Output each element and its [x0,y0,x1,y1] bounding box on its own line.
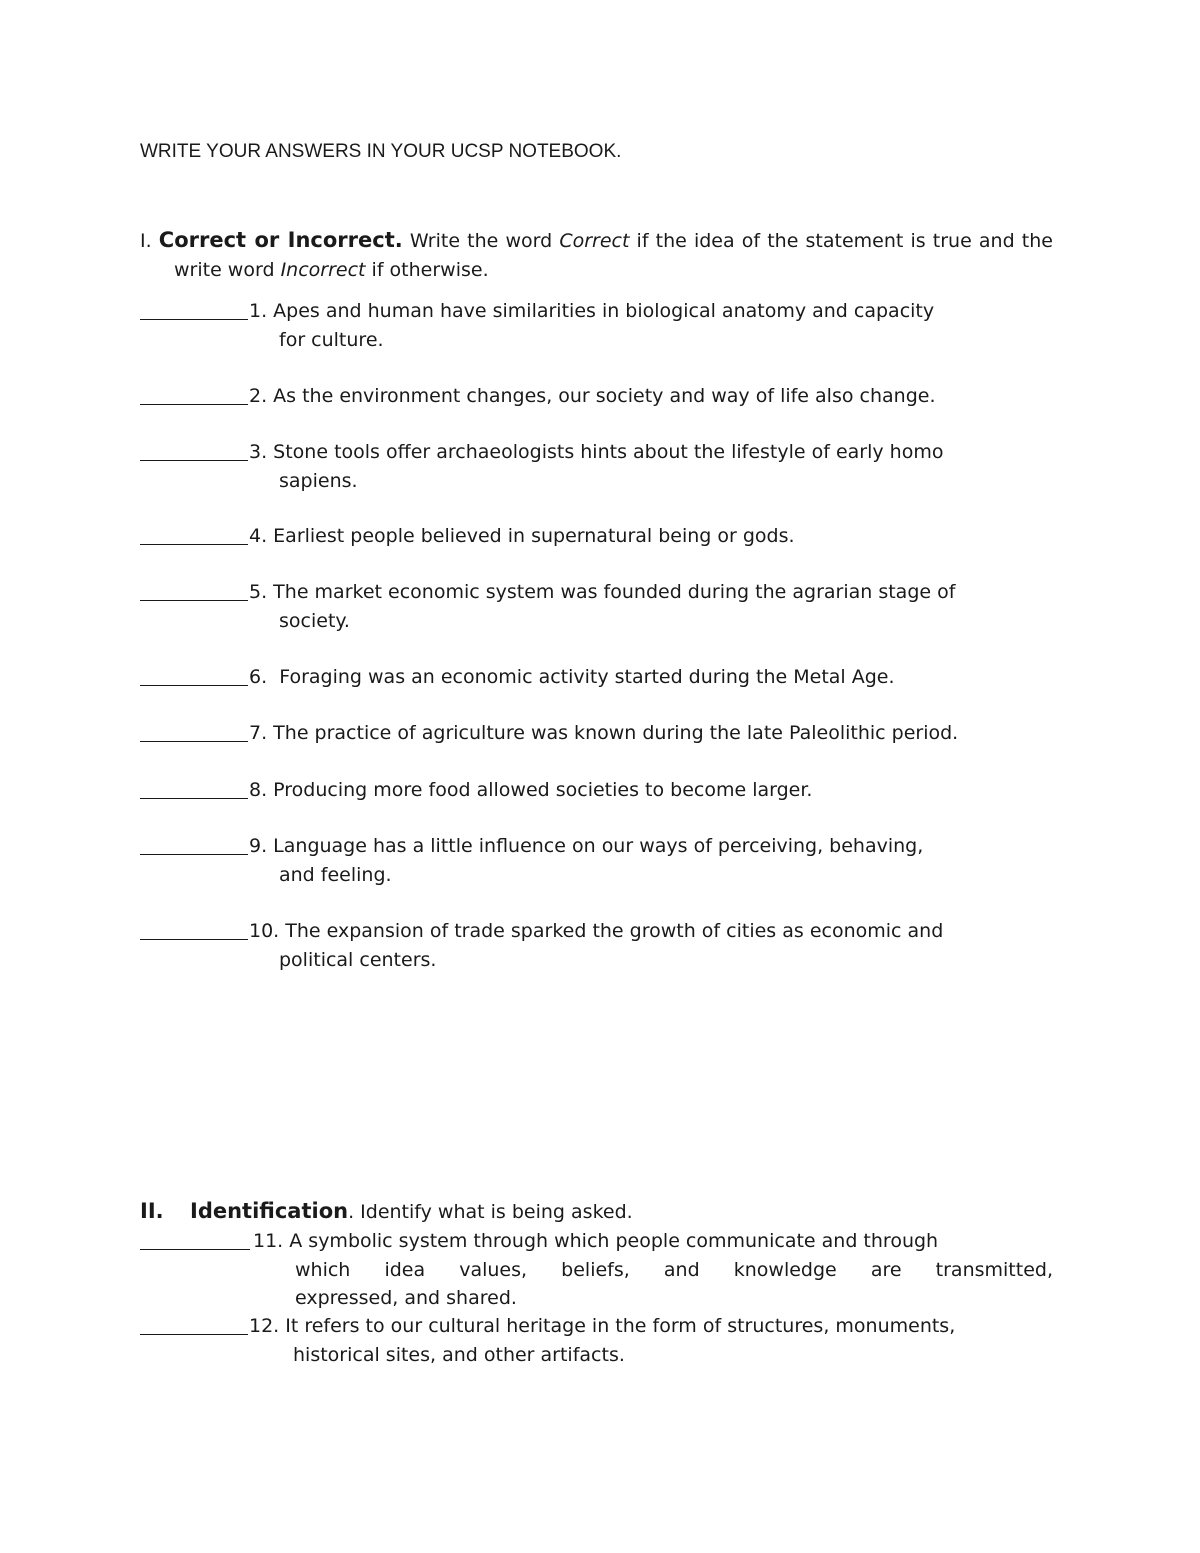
section-1-title: Correct or Incorrect [158,228,395,252]
question-2: 2. As the environment changes, our society and way of life also change. [140,382,1053,411]
question-11: 11. A symbolic system through which people communicate and through which idea values, beliefs, and knowledge are transmitted, expressed, and shared. [140,1227,1053,1313]
question-1: 1. Apes and human have similarities in biological anatomy and capacity for culture. [140,297,1053,354]
answer-blank [140,722,248,742]
question-4: 4. Earliest people believed in supernatural being or gods. [140,522,1053,551]
answer-blank [140,920,248,940]
answer-blank [140,779,248,799]
answer-blank [140,835,248,855]
question-9: 9. Language has a little influence on our ways of perceiving, behaving, and feeling. [140,832,1053,889]
question-12: 12. It refers to our cultural heritage in the form of structures, monuments, historical sites, and other artifacts. [140,1312,1053,1369]
question-3: 3. Stone tools offer archaeologists hints about the lifestyle of early homo sapiens. [140,438,1053,495]
answer-blank [140,300,248,320]
answer-blank [140,1230,250,1250]
question-5: 5. The market economic system was founded during the agrarian stage of society. [140,578,1053,635]
notebook-instruction: WRITE YOUR ANSWERS IN YOUR UCSP NOTEBOOK. [140,141,622,162]
question-6: 6. Foraging was an economic activity started during the Metal Age. [140,663,1053,692]
answer-blank [140,581,248,601]
section-2-numeral: II. [140,1199,164,1223]
answer-blank [140,666,248,686]
section-1-numeral: I. [140,230,152,252]
answer-blank [140,441,248,461]
answer-blank [140,385,248,405]
section-2-title: Identification [190,1199,349,1223]
answer-blank [140,525,248,545]
section-2-heading: II. Identification. Identify what is being asked. [140,1197,1053,1227]
question-7: 7. The practice of agriculture was known during the late Paleolithic period. [140,719,1053,748]
section-1-heading: I. Correct or Incorrect. Write the word Correct if the idea of the statement is true and the write word Incorrect if otherwise. [140,228,1053,281]
answer-blank [140,1315,248,1335]
question-10: 10. The expansion of trade sparked the growth of cities as economic and political centers. [140,917,1053,974]
question-8: 8. Producing more food allowed societies to become larger. [140,776,1053,805]
